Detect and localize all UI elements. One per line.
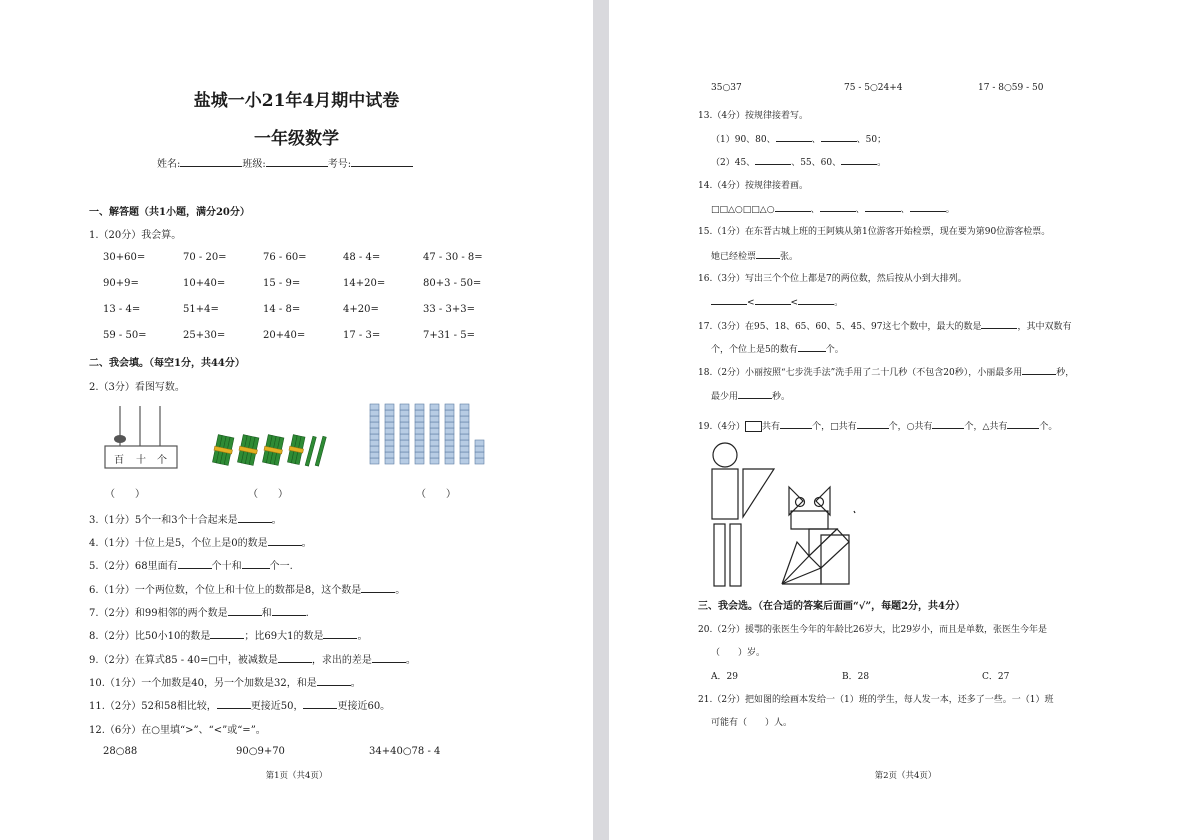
unit-cube (400, 428, 409, 434)
unit-cube (370, 434, 379, 440)
compare-item: 28○88 (103, 746, 138, 757)
unit-cube (400, 410, 409, 416)
answer-blank (821, 131, 857, 142)
unit-cube (415, 416, 424, 422)
answer-blank (755, 154, 791, 165)
unit-cube (460, 440, 469, 446)
unit-cube (370, 416, 379, 422)
question-11: 11.（2分）52和58相比较， 更接近50， 更接近60。 (89, 697, 390, 712)
unit-cube (460, 434, 469, 440)
answer-blank (798, 294, 834, 305)
calc-item: 30+60= (103, 252, 146, 263)
name-blank (180, 156, 242, 167)
section-heading-2: 二、我会填。（每空1分，共44分） (89, 358, 245, 369)
question-10: 10.（1分）一个加数是40，另一个加数是32，和是 。 (89, 674, 361, 689)
unit-cube (385, 410, 394, 416)
cube-towers-figure (368, 402, 514, 468)
unit-cube (385, 428, 394, 434)
unit-cube (460, 410, 469, 416)
unit-cube (460, 452, 469, 458)
answer-blank (210, 628, 244, 639)
shapes-figure (709, 438, 859, 590)
section-heading-3: 三、我会选。（在合适的答案后面画“√”，每题2分，共4分） (698, 601, 965, 612)
question-17-cont: 个，个位上是5的数有 个。 (711, 341, 844, 355)
abacus-label-ones: 个 (157, 455, 167, 466)
answer-blank (1007, 418, 1039, 429)
page-footer: 第2页（共4页） (874, 771, 937, 781)
exam-title: 盐城一小21年4月期中试卷 (193, 91, 400, 111)
unit-cube (460, 428, 469, 434)
unit-cube (445, 422, 454, 428)
answer-blank (841, 154, 877, 165)
question-21: 21.（2分）把如图的绘画本发给一（1）班的学生，每人发一本，还多了一些。一（1）班 (698, 695, 1054, 705)
unit-cube (370, 440, 379, 446)
abacus-label-tens: 十 (136, 455, 146, 466)
exam-page-1 (0, 0, 593, 840)
option-a[interactable]: A．29 (711, 672, 738, 682)
unit-cube (415, 458, 424, 464)
unit-cube (475, 458, 484, 464)
calc-item: 20+40= (263, 330, 306, 341)
option-c[interactable]: C．27 (982, 672, 1010, 682)
compare-item: 34+40○78 - 4 (369, 746, 441, 757)
answer-blank (775, 201, 811, 212)
unit-cube (430, 452, 439, 458)
unit-cube (415, 404, 424, 410)
unit-cube (415, 410, 424, 416)
calc-item: 10+40= (183, 278, 226, 289)
unit-cube (385, 440, 394, 446)
unit-cube (430, 416, 439, 422)
unit-cube (400, 440, 409, 446)
question-18-cont: 最少用 秒。 (711, 388, 790, 402)
calc-item: 14+20= (343, 278, 386, 289)
question-12: 12.（6分）在○里填“>”、“<”或“=”。 (89, 725, 266, 736)
unit-cube (415, 422, 424, 428)
calc-item: 47 - 30 - 8= (423, 252, 483, 263)
answer-blank (981, 318, 1017, 329)
answer-paren: （ ） (416, 489, 456, 500)
question-6: 6.（1分）一个两位数，个位上和十位上的数都是8，这个数是 。 (89, 581, 405, 596)
unit-cube (445, 428, 454, 434)
unit-cube (430, 422, 439, 428)
answer-blank (910, 201, 946, 212)
unit-cube (430, 434, 439, 440)
calc-item: 15 - 9= (263, 278, 301, 289)
unit-cube (400, 452, 409, 458)
unit-cube (370, 452, 379, 458)
unit-cube (445, 446, 454, 452)
unit-cube (385, 458, 394, 464)
answer-blank (317, 675, 351, 686)
question-15-answer: 她已经检票 张。 (711, 248, 798, 262)
question-21-cont: 可能有（ ）人。 (711, 718, 793, 728)
compare-item: 17 - 8○59 - 50 (978, 83, 1044, 93)
unit-cube (475, 452, 484, 458)
answer-paren: （ ） (105, 489, 145, 500)
answer-blank (303, 698, 337, 709)
exam-no-blank (351, 156, 413, 167)
unit-cube (415, 428, 424, 434)
unit-cube (445, 440, 454, 446)
page-footer: 第1页（共4页） (265, 771, 328, 781)
question-14: 14.（4分）按规律接着画。 (698, 181, 809, 191)
unit-cube (475, 446, 484, 452)
answer-blank (756, 248, 780, 259)
unit-cube (415, 434, 424, 440)
rectangle-shape-icon (745, 421, 762, 432)
answer-blank (798, 341, 826, 352)
unit-cube (445, 434, 454, 440)
answer-blank (178, 558, 212, 569)
compare-item: 35○37 (711, 83, 742, 93)
unit-cube (430, 428, 439, 434)
exam-subtitle: 一年级数学 (254, 129, 339, 149)
unit-cube (460, 458, 469, 464)
class-blank (266, 156, 328, 167)
unit-cube (445, 410, 454, 416)
calc-item: 7+31 - 5= (423, 330, 475, 341)
question-16-answer: < < 。 (711, 294, 843, 308)
unit-cube (415, 440, 424, 446)
unit-cube (475, 440, 484, 446)
unit-cube (370, 446, 379, 452)
unit-cube (385, 404, 394, 410)
unit-cube (400, 422, 409, 428)
unit-cube (400, 458, 409, 464)
unit-cube (445, 416, 454, 422)
unit-cube (385, 422, 394, 428)
calc-item: 59 - 50= (103, 330, 147, 341)
question-2: 2.（3分）看图写数。 (89, 382, 185, 393)
unit-cube (370, 428, 379, 434)
unit-cube (430, 440, 439, 446)
exam-no-label: 考号: (327, 159, 352, 170)
answer-blank (820, 201, 856, 212)
question-13-part-1: （1）90、80、 、 、50； (711, 131, 886, 145)
question-16: 16.（3分）写出三个个位上都是7的两位数，然后按从小到大排列。 (698, 274, 967, 284)
answer-blank (776, 131, 812, 142)
answer-blank (1022, 364, 1056, 375)
question-20: 20.（2分）援鄂的张医生今年的年龄比26岁大，比29岁小，而且是单数，张医生今年是 (698, 625, 1047, 635)
section-heading-1: 一、解答题（共1小题，满分20分） (89, 207, 250, 218)
unit-cube (400, 404, 409, 410)
unit-cube (430, 458, 439, 464)
exam-page-2 (609, 0, 1202, 840)
unit-cube (460, 416, 469, 422)
question-14-sequence: □□△○□□△○ 、 、 、 。 (711, 201, 955, 215)
compare-item: 90○9+70 (236, 746, 285, 757)
unit-cube (415, 446, 424, 452)
answer-paren: （ ） (248, 489, 288, 500)
unit-cube (370, 422, 379, 428)
answer-blank (711, 294, 747, 305)
answer-blank (372, 652, 406, 663)
unit-cube (400, 446, 409, 452)
compare-item: 75 - 5○24+4 (844, 83, 903, 93)
question-13: 13.（4分）按规律接着写。 (698, 111, 809, 121)
unit-cube (430, 446, 439, 452)
unit-cube (460, 404, 469, 410)
question-17: 17.（3分）在95、18、65、60、5、45、97这七个数中，最大的数是 ，其中双数有 (698, 318, 1072, 332)
unit-cube (445, 458, 454, 464)
unit-cube (445, 404, 454, 410)
question-3: 3.（1分）5个一和3个十合起来是 。 (89, 511, 282, 526)
question-1: 1.（20分）我会算。 (89, 230, 182, 241)
answer-blank (932, 418, 964, 429)
unit-cube (370, 404, 379, 410)
question-20-cont: （ ）岁。 (711, 648, 766, 658)
answer-blank (272, 605, 306, 616)
unit-cube (430, 404, 439, 410)
question-18: 18.（2分）小丽按照“七步洗手法”洗手用了二十几秒（不包含20秒），小丽最多用 秒， (698, 364, 1074, 378)
unit-cube (385, 452, 394, 458)
student-info-line (157, 155, 413, 170)
calc-item: 14 - 8= (263, 304, 301, 315)
calc-item: 13 - 4= (103, 304, 141, 315)
question-19: 19.（4分） 共有 个，□共有 个，○共有 个，△共有 个。 (698, 418, 1057, 432)
calc-item: 4+20= (343, 304, 379, 315)
question-4: 4.（1分）十位上是5，个位上是0的数是 。 (89, 534, 312, 549)
answer-blank (780, 418, 812, 429)
question-13-part-2: （2）45、 、55、60、 。 (711, 154, 886, 168)
question-7: 7.（2分）和99相邻的两个数是 和 . (89, 604, 309, 619)
name-label: 姓名: (157, 159, 181, 170)
answer-blank (865, 201, 901, 212)
question-15: 15.（1分）在东晋古城上班的王阿姨从第1位游客开始检票，现在要为第90位游客检票。 (698, 227, 1051, 237)
unit-cube (430, 410, 439, 416)
question-9: 9.（2分）在算式85 - 40=□中，被减数是 ，求出的差是 。 (89, 651, 416, 666)
unit-cube (370, 458, 379, 464)
answer-blank (242, 558, 270, 569)
calc-item: 90+9= (103, 278, 139, 289)
answer-blank (755, 294, 791, 305)
unit-cube (385, 446, 394, 452)
unit-cube (415, 452, 424, 458)
answer-blank (857, 418, 889, 429)
stick-bundles-figure (213, 432, 328, 470)
calc-item: 17 - 3= (343, 330, 381, 341)
unit-cube (385, 416, 394, 422)
answer-blank (268, 535, 302, 546)
question-5: 5.（2分）68里面有 个十和 个一. (89, 557, 293, 572)
calc-item: 76 - 60= (263, 252, 307, 263)
calc-item: 80+3 - 50= (423, 278, 482, 289)
answer-blank (738, 388, 772, 399)
unit-cube (460, 446, 469, 452)
unit-cube (400, 416, 409, 422)
option-b[interactable]: B．28 (842, 672, 870, 682)
class-label: 班级: (242, 159, 266, 170)
unit-cube (400, 434, 409, 440)
answer-blank (238, 512, 272, 523)
unit-cube (460, 422, 469, 428)
question-8: 8.（2分）比50小10的数是 ；比69大1的数是 。 (89, 627, 367, 642)
calc-item: 25+30= (183, 330, 226, 341)
unit-cube (445, 452, 454, 458)
answer-blank (228, 605, 262, 616)
abacus-label-hundreds: 百 (114, 455, 124, 466)
answer-blank (217, 698, 251, 709)
unit-cube (370, 410, 379, 416)
calc-item: 33 - 3+3= (423, 304, 475, 315)
answer-blank (278, 652, 312, 663)
unit-cube (385, 434, 394, 440)
answer-blank (323, 628, 357, 639)
calc-item: 51+4= (183, 304, 219, 315)
calc-item: 48 - 4= (343, 252, 381, 263)
answer-blank (361, 582, 395, 593)
calc-item: 70 - 20= (183, 252, 227, 263)
